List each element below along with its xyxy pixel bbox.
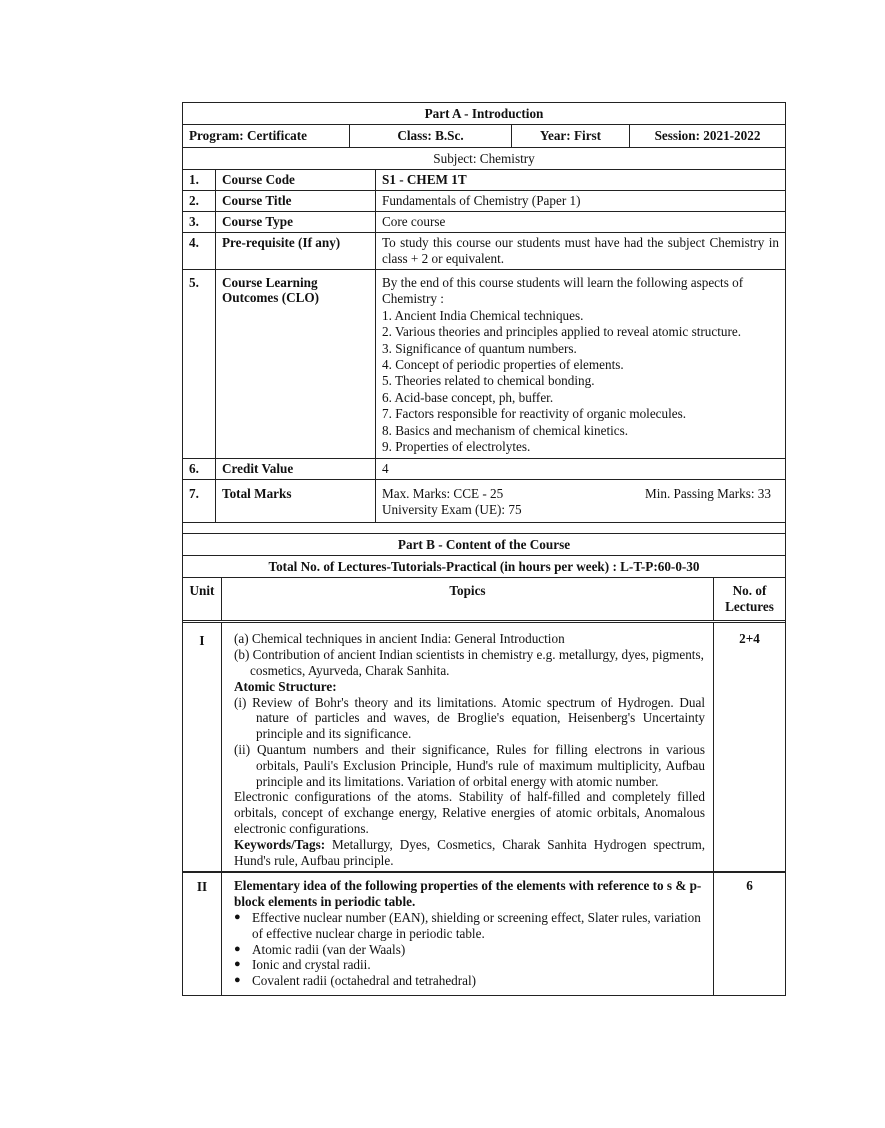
subject-row: [183, 148, 785, 170]
row-label: Total Marks: [215, 480, 375, 522]
unit-header: Unit: [189, 583, 215, 599]
topics-header: Topics: [221, 578, 713, 620]
part-a-title: Part A - Introduction: [424, 106, 544, 121]
row-label: Credit Value: [215, 459, 375, 479]
topics-header-row: [183, 578, 785, 623]
unit-1-topics: [221, 623, 713, 871]
list-item: 7. Factors responsible for reactivity of organic molecules.: [382, 406, 687, 422]
topic-i: (i) Review of Bohr's theory and its limitations. Atomic spectrum of Hydrogen. Dual nature of particles and waves, de Broglie's equation, Heisenberg's Uncertainty principle and its significance.: [234, 694, 705, 742]
prerequisite-value: To study this course our students must have had the subject Chemistry in class + 2 or equivalent.: [375, 233, 785, 269]
row-number: 5.: [189, 275, 199, 290]
course-title-value: Fundamentals of Chemistry (Paper 1): [375, 191, 785, 211]
lectures-header: No. of Lectures: [713, 578, 785, 620]
part-b-title-row: [183, 534, 785, 556]
unit-number: I: [199, 633, 205, 649]
topic-b: (b) Contribution of ancient Indian scientists in chemistry e.g. metallurgy, dyes, pigments, cosmetics, Ayurveda, Charak Sanhita.: [234, 647, 704, 679]
min-passing-marks: Min. Passing Marks: 33: [644, 486, 771, 502]
list-item: ● Covalent radii (octahedral and tetrahedral): [234, 973, 705, 989]
list-item: ● Effective nuclear number (EAN), shielding or screening effect, Slater rules, variation of effective nuclear charge in periodic table.: [234, 910, 705, 942]
keywords: [234, 837, 705, 869]
row-number: 2.: [189, 193, 199, 208]
unit-2-heading: Elementary idea of the following properties of the elements with reference to s & p-block elements in periodic table.: [234, 878, 702, 910]
max-marks: Max. Marks: CCE - 25: [382, 486, 504, 502]
row-number: 1.: [189, 172, 199, 187]
course-title-row: [183, 191, 785, 212]
part-a-table: [182, 102, 786, 996]
clo-intro: By the end of this course students will learn the following aspects of Chemistry :: [382, 275, 744, 307]
keywords-text: Metallurgy, Dyes, Cosmetics, Charak Sanhita Hydrogen spectrum, Hund's rule, Aufbau principle.: [234, 836, 705, 868]
list-item: 6. Acid-base concept, ph, buffer.: [382, 389, 554, 405]
row-number: 6.: [189, 461, 199, 477]
list-item: ● Atomic radii (van der Waals): [234, 942, 705, 958]
part-b-title: Part B - Content of the Course: [397, 537, 571, 553]
list-item: 1. Ancient India Chemical techniques.: [382, 307, 584, 323]
topic-a: (a) Chemical techniques in ancient India: General Introduction: [234, 631, 565, 647]
spacer-row: [183, 523, 785, 534]
class-cell: Class: B.Sc.: [349, 125, 511, 147]
topic-ii: (ii) Quantum numbers and their significance, Rules for filling electrons in various orbitals, Pauli's Exclusion Principle, Hund's rule of maximum multiplicity, Aufbau principle and its limitations. Variation of orbital energy with atomic number.: [234, 742, 705, 789]
program-row: [183, 125, 785, 148]
credit-value: 4: [375, 459, 785, 479]
list-item: 8. Basics and mechanism of chemical kinetics.: [382, 422, 629, 438]
row-number: 3.: [189, 214, 199, 229]
course-code-row: [183, 170, 785, 191]
year-cell: Year: First: [511, 125, 629, 147]
unit-1-lectures: 2+4: [713, 623, 785, 871]
electronic-config: Electronic configurations of the atoms. Stability of half-filled and completely filled orbitals, concept of exchange energy, Relative energies of atomic orbitals, Anomalous electronic configurations.: [234, 789, 705, 837]
program-cell: Program: Certificate: [189, 128, 308, 143]
unit-2-row: [183, 872, 785, 995]
clo-value: [375, 270, 785, 458]
list-item: 3. Significance of quantum numbers.: [382, 340, 577, 356]
list-item: 2. Various theories and principles applied to reveal atomic structure.: [382, 324, 742, 340]
list-item: 4. Concept of periodic properties of elements.: [382, 357, 624, 373]
course-type-row: [183, 212, 785, 233]
row-label: Course Type: [215, 212, 375, 232]
unit-2-lectures: 6: [713, 873, 785, 995]
course-code-value: S1 - CHEM 1T: [375, 170, 785, 190]
row-label: Course Learning Outcomes (CLO): [215, 270, 375, 458]
row-label: Course Code: [215, 170, 375, 190]
prerequisite-row: [183, 233, 785, 270]
marks-row: [183, 480, 785, 523]
row-label: Course Title: [215, 191, 375, 211]
ltp-row: [183, 556, 785, 578]
clo-row: [183, 270, 785, 459]
session-cell: Session: 2021-2022: [629, 125, 785, 147]
ue-marks: University Exam (UE): 75: [382, 502, 522, 518]
subject-cell: [183, 148, 785, 169]
row-label: Pre-requisite (If any): [215, 233, 375, 269]
list-item: 9. Properties of electrolytes.: [382, 439, 531, 455]
unit-number: II: [196, 879, 208, 895]
credit-row: [183, 459, 785, 480]
list-item: 5. Theories related to chemical bonding.: [382, 373, 595, 389]
atomic-structure-heading: Atomic Structure:: [234, 678, 337, 694]
course-type-value: Core course: [375, 212, 785, 232]
row-number: 4.: [189, 235, 199, 250]
unit-2-topics: [221, 873, 713, 995]
keywords-label: Keywords/Tags:: [234, 836, 326, 852]
clo-list: [382, 308, 779, 456]
row-number: 7.: [189, 486, 199, 502]
subject-text: Subject: Chemistry: [433, 151, 535, 166]
syllabus-document: [182, 102, 786, 996]
unit-1-row: [183, 623, 785, 872]
part-a-title-row: [183, 103, 785, 125]
marks-value: [375, 480, 785, 522]
ltp-text: Total No. of Lectures-Tutorials-Practical (in hours per week) : L-T-P:60-0-30: [268, 559, 700, 575]
list-item: ● Ionic and crystal radii.: [234, 957, 705, 973]
